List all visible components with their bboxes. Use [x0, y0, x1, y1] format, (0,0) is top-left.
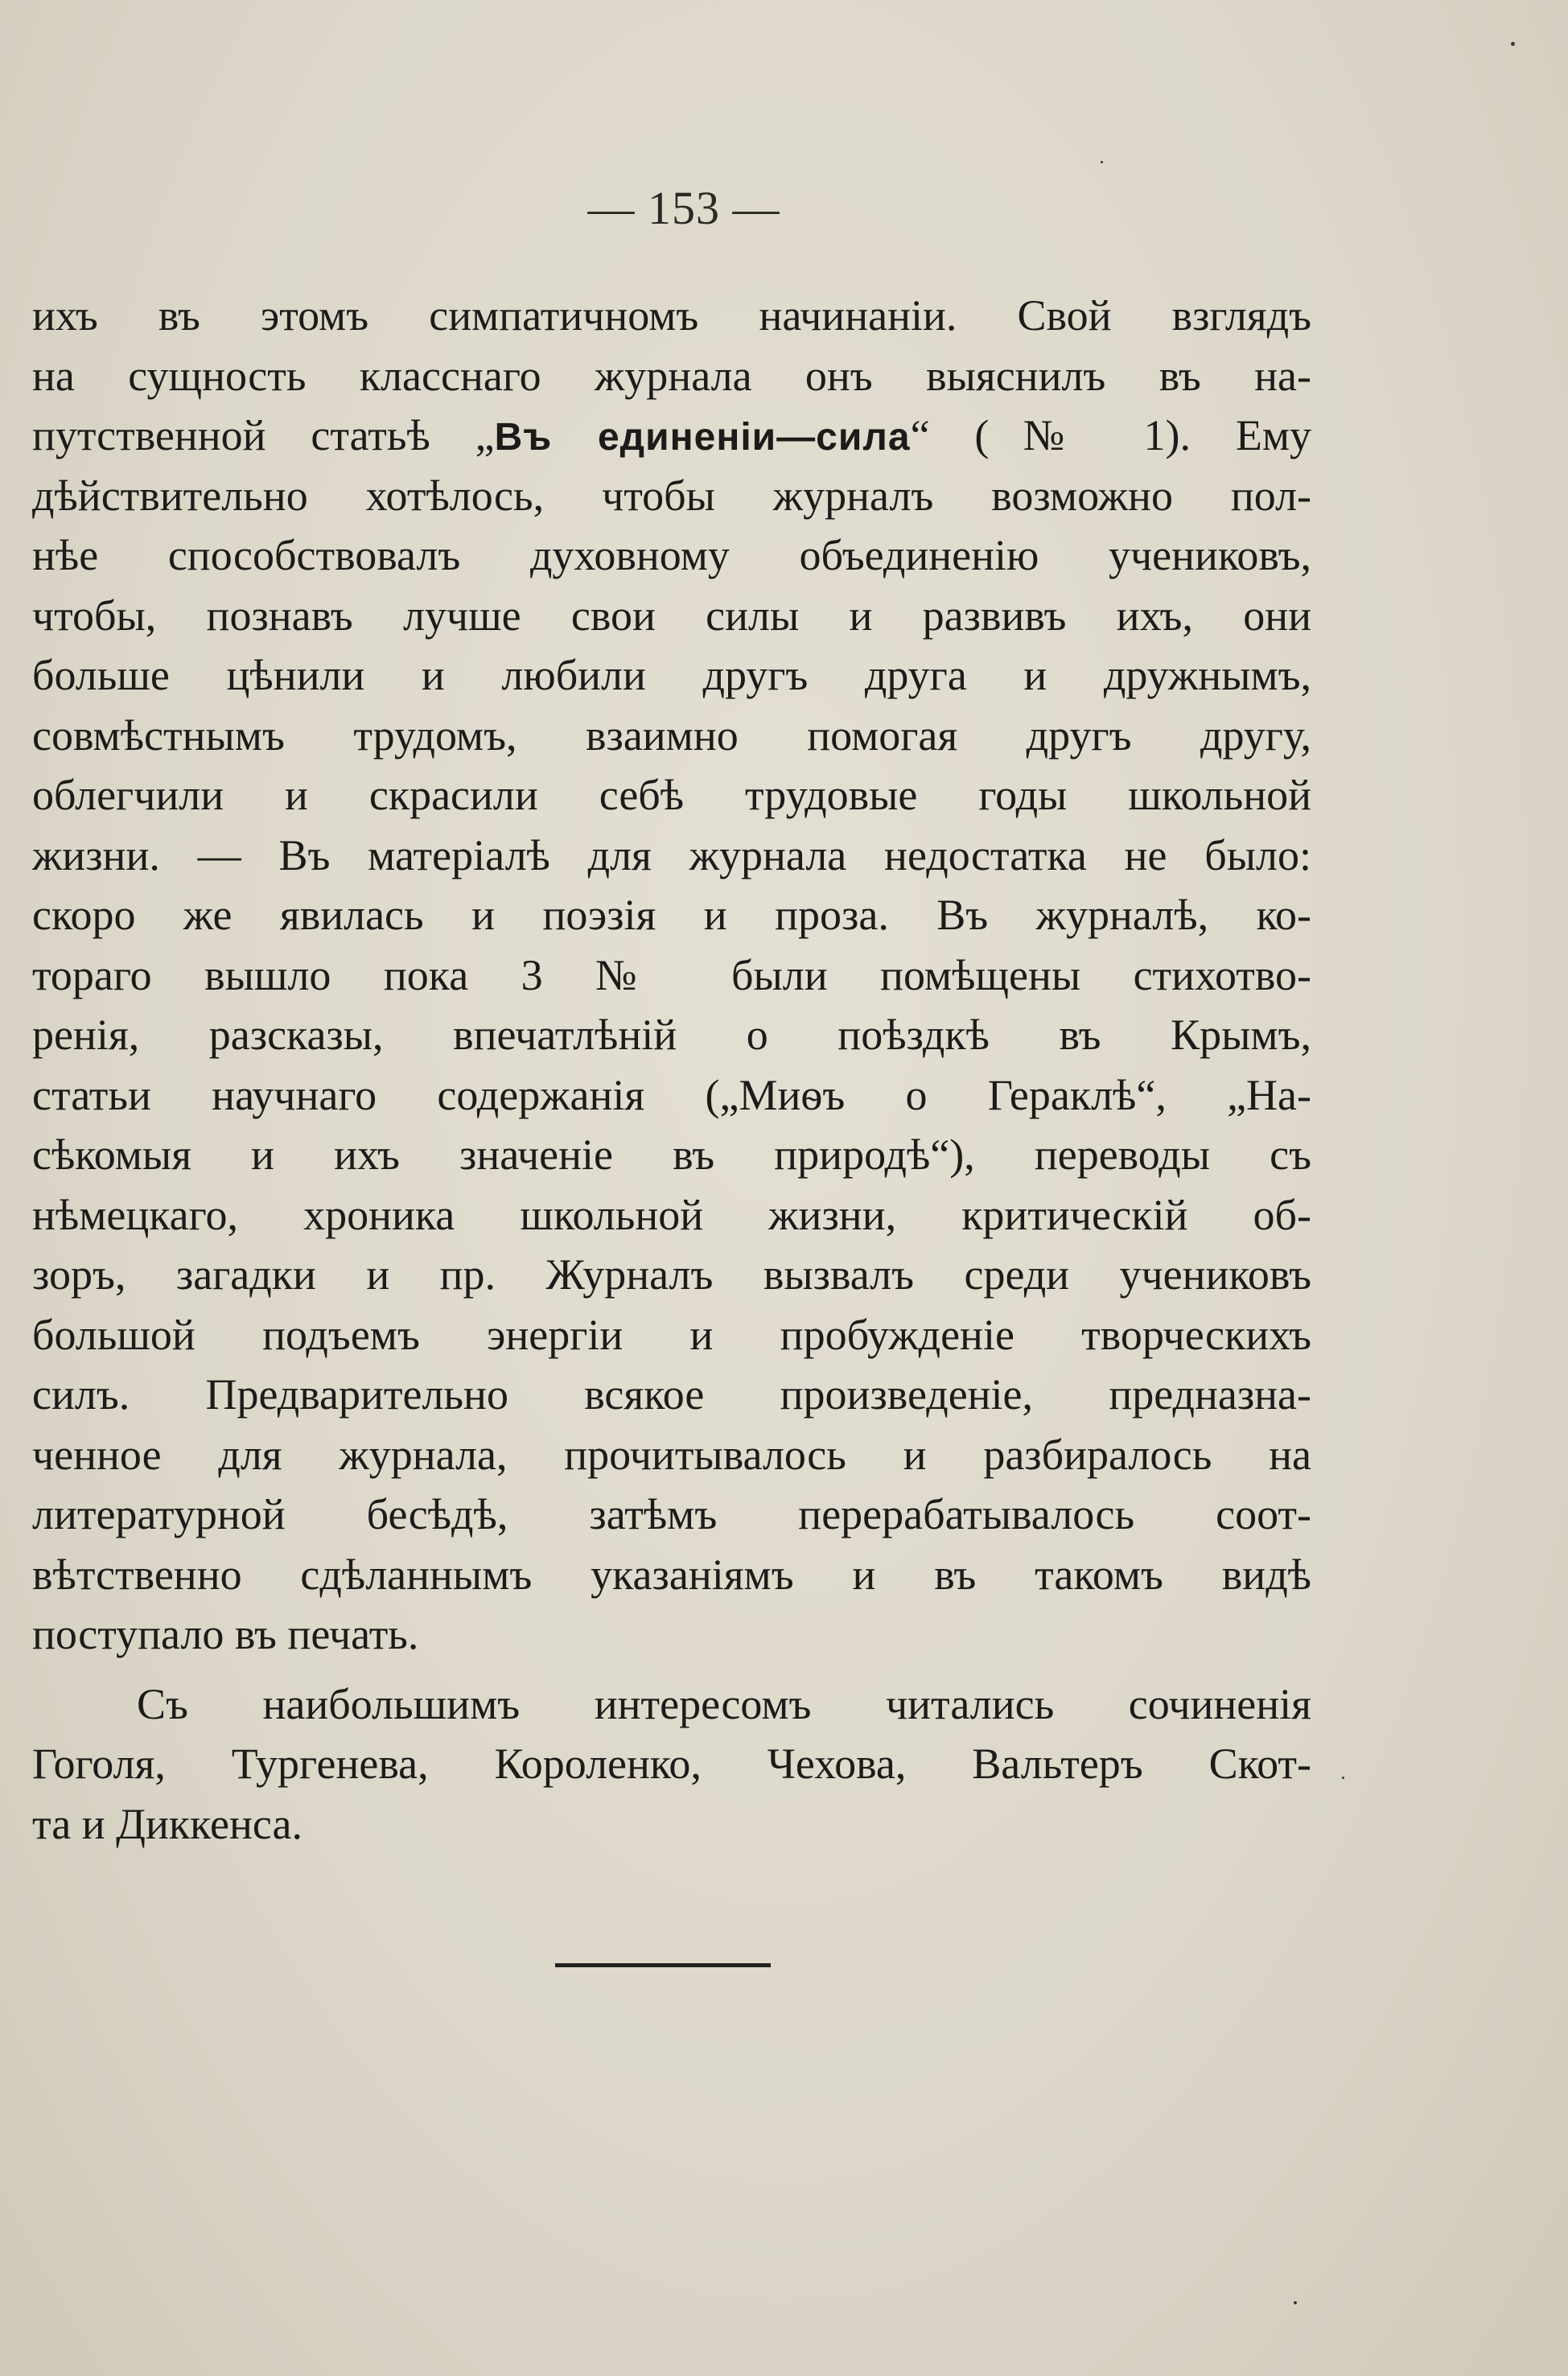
text-line: дѣйствительно хотѣлось, чтобы журналъ возможно пол- — [32, 471, 1311, 520]
text-line: большой подъемъ энергіи и пробужденіе творческихъ — [32, 1310, 1311, 1359]
text-line: скоро же явилась и поэзія и проза. Въ журналѣ, ко- — [32, 891, 1311, 939]
paper-speck — [1511, 42, 1515, 46]
paper-speck — [1342, 1777, 1344, 1779]
paper-speck — [1294, 2301, 1297, 2304]
text-line: ренія, разсказы, впечатлѣній о поѣздкѣ въ Крымъ, — [32, 1011, 1311, 1059]
text-line: поступало въ печать. — [32, 1610, 419, 1658]
article-title: Въ единеніи—сила — [494, 416, 911, 459]
text-line: зоръ, загадки и пр. Журналъ вызвалъ среди учениковъ — [32, 1250, 1311, 1299]
text-line: чтобы, познавъ лучше свои силы и развивъ ихъ, они — [32, 591, 1311, 640]
paragraph-gap — [32, 1665, 1311, 1674]
section-end-rule — [555, 1963, 771, 1967]
text-line: вѣтственно сдѣланнымъ указаніямъ и въ такомъ видѣ — [32, 1550, 1311, 1599]
text-line: ихъ въ этомъ симпатичномъ начинаніи. Свой взглядъ — [32, 291, 1311, 340]
text-line: та и Диккенса. — [32, 1799, 302, 1848]
text-line: литературной бесѣдѣ, затѣмъ перерабатывалось соот- — [32, 1490, 1311, 1538]
text-fragment: путственной статьѣ „ — [32, 411, 495, 459]
body-text — [32, 286, 1311, 1854]
text-line: статьи научнаго содержанія („Миѳъ о Гераклѣ“, „На- — [32, 1070, 1311, 1119]
text-line: облегчили и скрасили себѣ трудовые годы школьной — [32, 771, 1311, 819]
text-line — [32, 406, 1311, 466]
text-line: ченное для журнала, прочитывалось и разбиралось на — [32, 1430, 1311, 1479]
text-line: силъ. Предварительно всякое произведеніе, предназна- — [32, 1370, 1311, 1419]
text-line: сѣкомыя и ихъ значеніе въ природѣ“), переводы съ — [32, 1130, 1311, 1179]
text-line: больше цѣнили и любили другъ друга и дружнымъ, — [32, 651, 1311, 699]
text-line: на сущность класснаго журнала онъ выяснилъ въ на- — [32, 351, 1311, 400]
text-fragment: “ (№ 1). Ему — [910, 411, 1311, 459]
text-line: жизни. — Въ матеріалѣ для журнала недостатка не было: — [32, 830, 1311, 879]
text-line: Съ наибольшимъ интересомъ читались сочиненія — [137, 1679, 1311, 1728]
paper-speck — [1101, 161, 1103, 163]
text-line: нѣмецкаго, хроника школьной жизни, критическій об- — [32, 1190, 1311, 1239]
page-number: — 153 — — [587, 182, 780, 234]
text-line: тораго вышло пока 3 № были помѣщены стихотво- — [32, 950, 1311, 999]
text-line: Гоголя, Тургенева, Короленко, Чехова, Вальтеръ Скот- — [32, 1740, 1311, 1788]
text-line: нѣе способствовалъ духовному объединенію учениковъ, — [32, 531, 1311, 579]
text-line: совмѣстнымъ трудомъ, взаимно помогая другъ другу, — [32, 710, 1311, 760]
